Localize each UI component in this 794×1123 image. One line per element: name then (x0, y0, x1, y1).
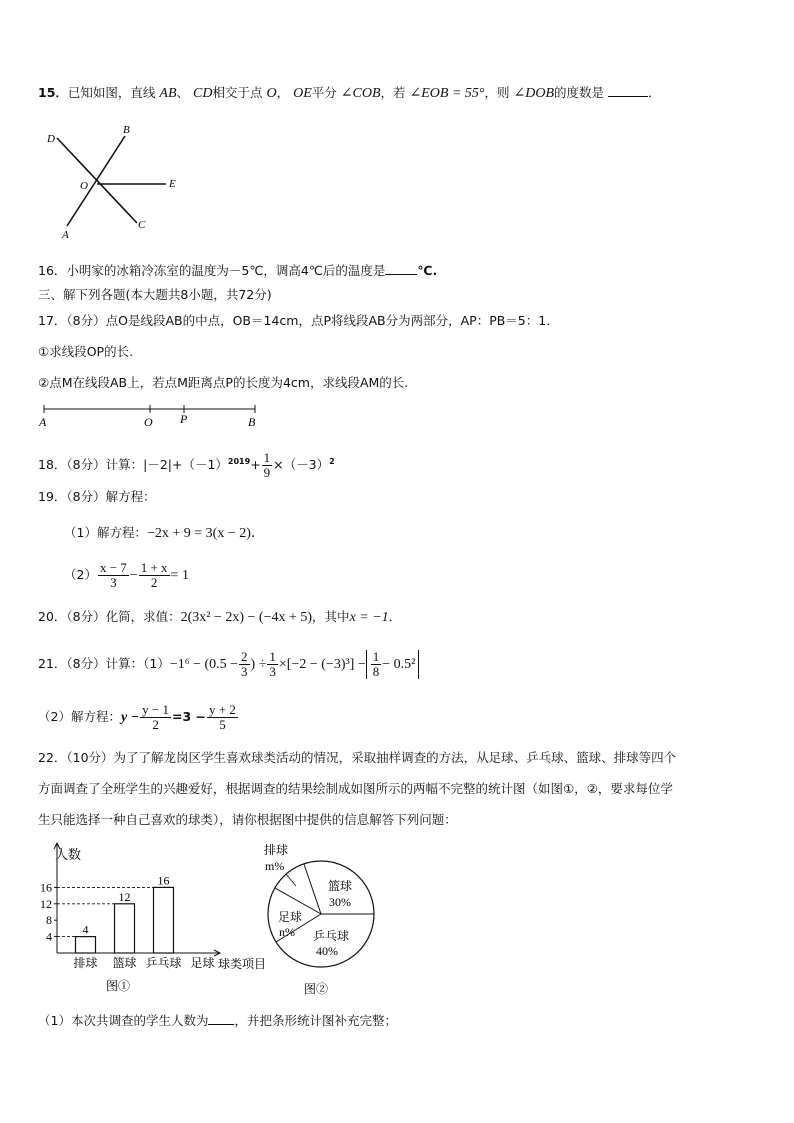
category-label: 足球 (190, 956, 215, 970)
pie-label-paiqiu: 排球 (264, 843, 289, 857)
q22-line1: 22．（10分）为了了解龙岗区学生喜欢球类活动的情况，采取抽样调查的方法，从足球、乒乓球、篮球、排球等四个 (38, 750, 677, 765)
pie-label-lanqiu-pct: 30% (329, 895, 351, 909)
pie-label-pingpang: 乒乓球 (313, 929, 350, 943)
answer-blank (385, 262, 417, 275)
q19-part1: （1）解方程：−2x + 9 = 3(x − 2)． (64, 525, 265, 541)
label-e: E (169, 178, 176, 190)
data-label: 12 (118, 889, 131, 904)
category-label: 排球 (73, 956, 98, 970)
category-label: 乒乓球 (145, 956, 182, 970)
q17-segment-figure (36, 401, 266, 431)
y-tick-label: 4 (46, 929, 52, 944)
q18-stem: 18．（8分）计算：$|-2|+(-1)^{2019}+$ $\frac{1}{9}$ $\times(-3)^2$ (38, 450, 335, 481)
q17-stem: 17．（8分）点O是线段AB的中点，OB＝14cm，点P将线段AB分为两部分，AP：PB＝5：1． (38, 313, 559, 328)
pie-label-zuqiu: 足球 (278, 910, 303, 924)
answer-blank (608, 84, 648, 97)
label-a: A (39, 415, 47, 429)
data-label: 4 (82, 922, 89, 937)
section-heading: 三、解下列各题(本大题共8小题，共72分) (38, 287, 272, 302)
pie-divider (304, 864, 321, 914)
q19-stem: 19．（8分）解方程： (38, 489, 156, 504)
y-tick-label: 8 (46, 913, 52, 928)
pie-label-paiqiu-pct: m% (265, 859, 285, 873)
data-label: 16 (157, 873, 170, 888)
bar (154, 887, 174, 953)
label-d: D (47, 133, 55, 145)
bar (115, 904, 135, 953)
q22-sub1: （1）本次共调查的学生人数为 ，并把条形统计图补充完整； (38, 1013, 397, 1028)
figure-caption: 图① (106, 979, 131, 993)
y-tick-label: 12 (40, 896, 52, 911)
category-label: 篮球 (112, 956, 137, 970)
x-axis-label: 球类项目 (218, 957, 267, 971)
pie-label-pingpang-pct: 40% (316, 944, 338, 958)
label-a: A (62, 229, 69, 240)
q19-part2: （2） $\frac{x - 7}{3}$ − $\frac{1 + x}{2}$ = 1 (64, 560, 189, 590)
label-c: C (138, 219, 146, 231)
label-b: B (123, 124, 130, 136)
label-o: O (144, 415, 153, 429)
q21-part2: （2）解方程：y − $\frac{y - 1}{2}$ =3 − $\frac{y + 2}{5}$ (38, 702, 236, 732)
label-b: B (248, 415, 256, 429)
pie-label-lanqiu: 篮球 (328, 879, 353, 893)
pie-chart (258, 840, 388, 1000)
figure-caption: 图② (304, 982, 329, 996)
q17-sub1: ①求线段OP的长. (38, 344, 134, 359)
pie-label-zuqiu-pct: n% (279, 925, 295, 939)
q16-stem: 16．小明家的冰箱冷冻室的温度为－5℃，调高4℃后的温度是 ℃. (38, 263, 438, 278)
y-axis-label: 人数 (55, 847, 82, 862)
q20-stem: 20．（8分）化简，求值：2(3x² − 2x) − (−4x + 5)，其中x = −1． (38, 609, 402, 625)
y-tick-label: 16 (40, 880, 52, 895)
q15-stem: 15．已知如图，直线 AB、 CD相交于点 O， OE平分 ∠COB，若 ∠EOB = 55°，则 ∠DOB的度数是 ． (38, 85, 661, 101)
label-o: O (80, 180, 88, 192)
label-p: P (180, 412, 188, 426)
q22-line3: 生只能选择一种自己喜欢的球类），请你根据图中提供的信息解答下列问题： (38, 812, 457, 827)
q21-part1: 21．（8分）计算：（1）−1⁶ − (0.5 − $\frac{2}{3}$ ) ÷ $\frac{1}{3}$ ×[−2 − (−3)³] − $\frac{1}{8}$ − 0.5² (38, 646, 419, 683)
bar (76, 937, 96, 953)
bar-chart (36, 840, 276, 1000)
q17-sub2: ②点M在线段AB上，若点M距离点P的长度为4cm，求线段AM的长. (38, 375, 409, 390)
q22-line2: 方面调查了全班学生的兴趣爱好，根据调查的结果绘制成如图所示的两幅不完整的统计图（如图①，②，要求每位学 (38, 781, 673, 796)
answer-blank (208, 1012, 234, 1025)
q15-angle-figure (40, 118, 190, 240)
